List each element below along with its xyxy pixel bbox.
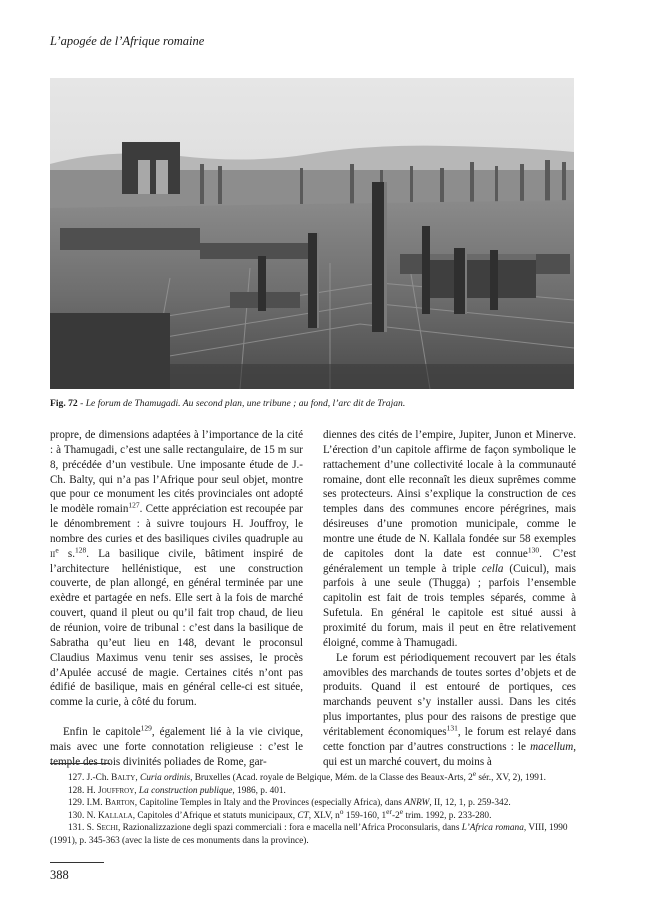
footnote-rule xyxy=(50,763,110,764)
page-number: 388 xyxy=(50,868,69,882)
text-run: Enfin le capitole xyxy=(63,726,141,739)
paragraph xyxy=(50,428,303,710)
footnote-ref: 131 xyxy=(446,723,458,733)
figure-caption xyxy=(50,398,580,409)
text-run: . Cette appréciation est recoupée par le dénombrement : à suivre toujours H. Jouffroy, le nombre des curies et des basiliques civiles quadruple au xyxy=(50,503,303,545)
text-run: s. xyxy=(58,547,75,560)
text-run: , également lié à la vie civique, mais avec une forte connotation religieuse : c’est le temple des trois divinités poliades de Rome, gar- xyxy=(50,726,303,768)
ordinal-mark: e xyxy=(55,545,59,555)
figure-label: Fig. 72 xyxy=(50,398,78,409)
paragraph xyxy=(323,428,576,651)
text-run: (Cuicul), mais parfois à une seule (Thugga) ; parfois l’ensemble capitolin est fait de trois temples séparés, comme à Sufetula. En général le capitole est situé aussi à proximité du forum, mais il peut en être relativement éloigné, comme à Thamugadi. xyxy=(323,562,576,649)
footnote-128: 128. H. Jouffroy, La construction publique, 1986, p. 401. xyxy=(68,785,286,796)
running-head: L’apogée de l’Afrique romaine xyxy=(50,34,205,48)
text-column-left xyxy=(50,428,303,770)
figure-caption-text: - Le forum de Thamugadi. Au second plan, une tribune ; au fond, l’arc dit de Trajan. xyxy=(77,398,406,409)
footnote-ref: 129 xyxy=(140,723,152,733)
footnote-ref: 130 xyxy=(527,545,540,555)
text-column-right xyxy=(323,428,576,769)
forum-photograph xyxy=(50,78,574,389)
text-run: propre, de dimensions adaptées à l’importance de la cité : à Thamugadi, c’est une salle rectangulaire, de 15 m sur 8, précédée d’un vestibule. Une imposante étude de J.-Ch. Balty, qui n’a pas l’Afrique pour seul objet, montre que pour ce monument les cités provinciales ont adopté le modèle romain xyxy=(50,429,303,516)
text-run: , le forum est relayé dans cette fonction par d’autres constructions : le xyxy=(323,725,577,753)
century-numeral: ii xyxy=(50,547,56,560)
italic-term: cella xyxy=(481,562,504,575)
text-run: , qui est un marché couvert, du moins à xyxy=(323,740,576,768)
text-run: . La basilique civile, bâtiment inspiré de l’architecture hellénistique, est une construction couverte, de plan allongé, en général terminée par une exèdre et partagée en nefs. Elle sert à la fois de marché couvert, quand il pleut ou qu’il fait trop chaud, de lieu de réunion, voire de tribunal : c’est dans la basilique de Sabratha qu’eut lieu en 148, devant le proconsul Claudius Maximus venu tenir ses assises, le procès d’Apulée accusé de magie. Certaines cités n’ont pas édifié de basilique, mais en général celle-ci est située, comme la curie, à côté du forum. xyxy=(50,547,303,709)
footnote-130: 130. N. Kallala, Capitoles d’Afrique et statuts municipaux, CT, XLV, $n^o$ 159-160, 1er-2e trim. 1992, p. 233-280. xyxy=(68,806,492,821)
footnote-127: 127. J.-Ch. Balty, Curia ordinis, Bruxelles (Acad. royale de Belgique, Mém. de la Classe des Beaux-Arts, 2e sér., XV, 2), 1991. xyxy=(68,768,546,783)
paragraph xyxy=(323,651,576,770)
footnote-129: 129. I.M. Barton, Capitoline Temples in Italy and the Provinces (especially Africa), dans ANRW, II, 12, 1, p. 259-342. xyxy=(68,798,511,809)
footnote-ref: 127 xyxy=(128,500,140,510)
forum-ruins-photo xyxy=(50,78,574,389)
text-run: diennes des cités de l’empire, Jupiter, Junon et Minerve. L’érection d’un capitole affirme de façon symbolique le rattachement d’une collectivité locale à la communauté romaine, dont elle reconnaît les dieux suprêmes comme ses protecteurs. Ainsi s’explique la construction de ces temples dans des communes encore pérégrines, mais désireuses d’une promotion municipale, comme le montre une étude de N. Kallala fondée sur 58 exemples de capitoles dont la date est connue xyxy=(323,429,576,560)
text-run: . C’est généralement un temple à triple xyxy=(323,547,576,575)
text-run: Le forum est périodiquement recouvert par les étals amovibles des marchands de toutes sortes d’objets et de produits. Quand il est entouré de portiques, ces marchands peuvent s’y installer aussi. Dans les cités plus importantes, plus pour des raisons de prestige que véritablement économiques xyxy=(323,651,576,738)
footnote-ref: 128 xyxy=(74,545,87,555)
folio-rule xyxy=(50,862,104,863)
footnote-131: 131. S. Sechi, Razionalizzazione degli spazi commerciali : fora e macella nell’Africa Proconsularis, dans L’Africa romana, VIII, 1990 (1991), p. 345-363 (avec la liste de ces monuments dans la province). xyxy=(50,823,568,846)
footnotes xyxy=(50,768,576,848)
italic-term: macellum xyxy=(530,740,574,753)
